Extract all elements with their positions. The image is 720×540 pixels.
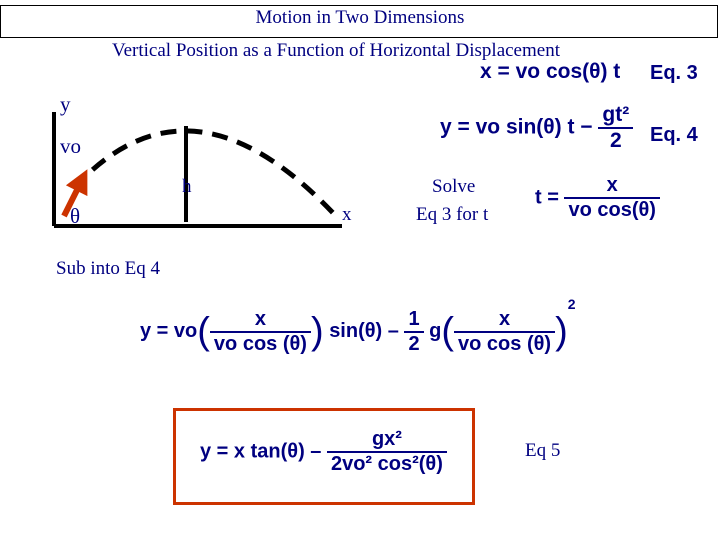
left-paren-1: (: [197, 310, 210, 353]
page-title: Motion in Two Dimensions: [255, 7, 465, 28]
solve-line-1: Solve: [432, 176, 476, 197]
sub-fraction-1: [210, 308, 311, 356]
one-half-den: 2: [404, 331, 423, 356]
sub-exponent: 2: [567, 296, 576, 312]
sub-g: g: [429, 320, 442, 342]
eq5-denominator: 2vo² cos²(θ): [327, 451, 447, 476]
right-paren-1: ): [310, 310, 324, 353]
h-label: h: [182, 176, 192, 197]
eq5-lhs: y = x tan(θ) –: [200, 440, 322, 463]
substitution-equation: [140, 296, 576, 356]
eq5-numerator: gx²: [371, 428, 402, 450]
t-numerator: x: [606, 174, 618, 196]
sub-fraction-1-den: vo cos (θ): [210, 331, 311, 356]
page-subtitle: Vertical Position as a Function of Horizontal Displacement: [112, 40, 560, 61]
eq4-fraction: [598, 103, 633, 153]
sub-label: Sub into Eq 4: [56, 258, 160, 279]
t-denominator: vo cos(θ): [564, 197, 660, 222]
t-fraction: [564, 174, 660, 222]
t-lhs: t =: [535, 186, 559, 209]
eq4-numerator: gt²: [602, 103, 630, 126]
theta-label: θ: [70, 204, 81, 228]
solve-line-2: Eq 3 for t: [416, 204, 489, 225]
eq4-left: y = vo sin(θ) t −: [440, 115, 593, 139]
eq5: [200, 428, 447, 476]
eq4-label: Eq. 4: [650, 124, 698, 146]
eq3-label: Eq. 3: [650, 62, 698, 84]
right-paren-2: ): [555, 310, 568, 353]
sub-fraction-2: [454, 308, 555, 356]
y-label: y: [60, 92, 71, 116]
eq5-label: Eq 5: [525, 440, 561, 461]
left-paren-2: (: [441, 310, 455, 353]
eq3-expression: x = vo cos(θ) t: [480, 60, 621, 83]
eq4-denominator: 2: [598, 127, 633, 153]
sub-fraction-2-den: vo cos (θ): [454, 331, 555, 356]
sub-mid: sin(θ) –: [329, 320, 399, 342]
t-equation: [535, 174, 660, 222]
one-half: [404, 308, 423, 356]
x-label: x: [342, 204, 352, 225]
sub-fraction-2-num: x: [498, 307, 511, 330]
sub-lhs: y = vo: [140, 320, 198, 342]
eq5-fraction: [327, 428, 447, 476]
trajectory-path: [74, 131, 334, 214]
v0-label: vo: [60, 134, 81, 158]
one-half-num: 1: [408, 307, 420, 330]
eq4: [440, 103, 633, 153]
sub-fraction-1-num: x: [254, 307, 266, 330]
